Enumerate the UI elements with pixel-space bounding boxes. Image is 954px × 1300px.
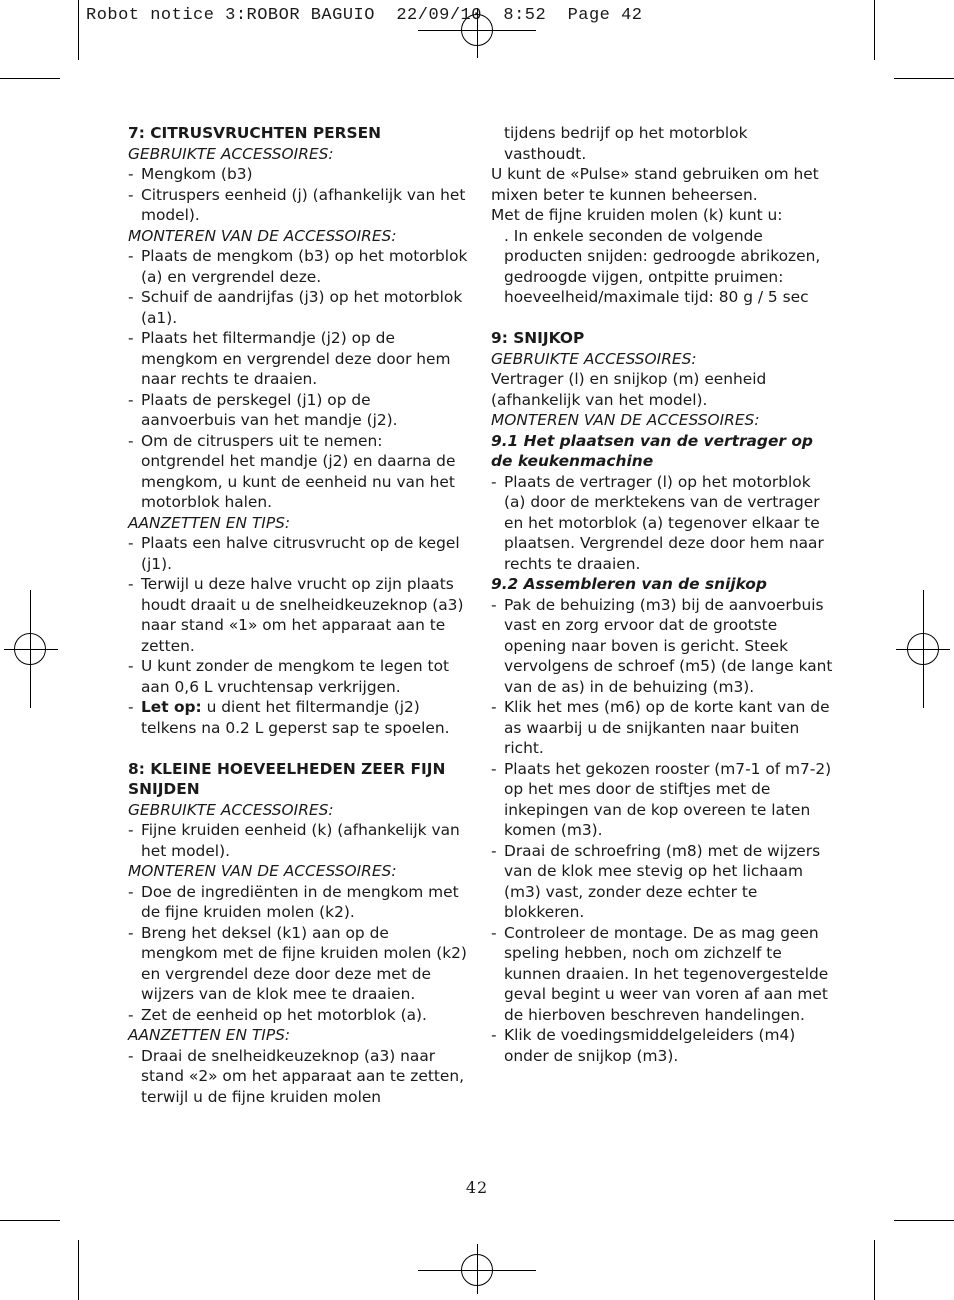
section-9-title: 9: SNIJKOP bbox=[491, 329, 585, 347]
crop-mark bbox=[78, 1240, 79, 1300]
list-item: - Draai de schroefring (m8) met de wijzers van de klok mee stevig op het lichaam (m3) vast, zonder deze echter te blokkeren. bbox=[491, 841, 821, 921]
subsection-9-2-title: 9.2 Assembleren van de snijkop bbox=[491, 575, 767, 593]
mill-quantity: hoeveelheid/maximale tijd: 80 g / 5 sec bbox=[504, 288, 809, 306]
crop-mark bbox=[0, 78, 60, 79]
list-item: - Controleer de montage. De as mag geen speling hebben, noch om zichzelf te kunnen draaien. In het tegenovergestelde geval begint u weer van voren af aan met de hierboven beschreven handelingen. bbox=[491, 923, 829, 1024]
list-item: - Plaats een halve citrusvrucht op de kegel (j1). bbox=[128, 534, 460, 573]
section-9-used-text: Vertrager (l) en snijkop (m) eenheid (afhankelijk van het model). bbox=[491, 370, 767, 409]
list-item: - U kunt zonder de mengkom te legen tot aan 0,6 L vruchtensap verkrijgen. bbox=[128, 657, 450, 696]
list-item: - Doe de ingrediënten in de mengkom met de fijne kruiden molen (k2). bbox=[128, 882, 459, 921]
page-number: 42 bbox=[465, 1178, 489, 1197]
section-8-mount-heading: MONTEREN VAN DE ACCESSOIRES: bbox=[128, 862, 397, 880]
left-column bbox=[128, 123, 468, 1107]
list-item: - Klik het mes (m6) op de korte kant van de as waarbij u de snijkanten naar buiten richt. bbox=[491, 698, 830, 757]
right-column bbox=[491, 123, 833, 1066]
pulse-text: U kunt de «Pulse» stand gebruiken om het mixen beter te kunnen beheersen. bbox=[491, 165, 819, 204]
list-item: - Plaats de mengkom (b3) op het motorblok (a) en vergrendel deze. bbox=[128, 247, 468, 286]
section-7-tips-heading: AANZETTEN EN TIPS: bbox=[128, 513, 291, 532]
note-item: - Let op: u dient het filtermandje (j2) telkens na 0.2 L geperst sap te spoelen. bbox=[128, 698, 450, 737]
crop-mark bbox=[894, 1220, 954, 1221]
section-9-used-heading: GEBRUIKTE ACCESSOIRES: bbox=[491, 349, 697, 368]
note-label: Let op: bbox=[141, 698, 202, 716]
crop-mark bbox=[874, 0, 875, 60]
list-item: - Fijne kruiden eenheid (k) (afhankelijk van het model). bbox=[128, 821, 460, 860]
subsection-9-1-title: 9.1 Het plaatsen van de vertrager op de keukenmachine bbox=[491, 431, 813, 470]
list-item: - Om de citruspers uit te nemen: ontgrendel het mandje (j2) en daarna de mengkom, u kunt de eenheid nu van het motorblok halen. bbox=[128, 431, 456, 511]
section-7-used-heading: GEBRUIKTE ACCESSOIRES: bbox=[128, 144, 334, 163]
list-item: - Pak de behuizing (m3) bij de aanvoerbuis vast en zorg ervoor dat de grootste opening naar boven is gericht. Steek vervolgens de schroef (m5) (de lange kant van de as) in de behuizing (m3). bbox=[491, 595, 833, 696]
list-item: - Plaats de vertrager (l) op het motorblok (a) door de merktekens van de vertrager en het motorblok (a) tegenover elkaar te plaatsen. Vergrendel deze door hem naar rechts te draaien. bbox=[491, 472, 824, 573]
continued-text: tijdens bedrijf op het motorblok vasthoudt. bbox=[504, 124, 748, 163]
section-9-mount-heading: MONTEREN VAN DE ACCESSOIRES: bbox=[491, 411, 760, 429]
list-item: - Klik de voedingsmiddelgeleiders (m4) onder de snijkop (m3). bbox=[491, 1026, 796, 1065]
crop-mark bbox=[874, 1240, 875, 1300]
section-8-used-heading: GEBRUIKTE ACCESSOIRES: bbox=[128, 800, 334, 819]
list-item: - Plaats het gekozen rooster (m7-1 of m7-2) op het mes door de stiftjes met de inkepingen van de kop overeen te laten komen (m3). bbox=[491, 759, 832, 839]
list-item: - Schuif de aandrijfas (j3) op het motorblok (a1). bbox=[128, 288, 463, 327]
list-item: - Breng het deksel (k1) aan op de mengkom met de fijne kruiden molen (k2) en vergrendel deze door deze met de wijzers van de klok mee te draaien. bbox=[128, 923, 467, 1003]
section-7-mount-heading: MONTEREN VAN DE ACCESSOIRES: bbox=[128, 226, 397, 245]
crop-mark bbox=[78, 0, 79, 60]
section-7-title: 7: CITRUSVRUCHTEN PERSEN bbox=[128, 124, 381, 142]
section-8-tips-heading: AANZETTEN EN TIPS: bbox=[128, 1026, 291, 1044]
list-item: - Plaats het filtermandje (j2) op de mengkom en vergrendel deze door hem naar rechts te draaien. bbox=[128, 329, 451, 388]
mill-detail: . In enkele seconden de volgende producten snijden: gedroogde abrikozen, gedroogde vijgen, ontpitte pruimen: bbox=[504, 226, 821, 286]
crop-mark bbox=[894, 78, 954, 79]
print-slug-header: Robot notice 3:ROBOR BAGUIO 22/09/10 8:52 Page 42 bbox=[86, 6, 643, 25]
list-item: - Mengkom (b3) bbox=[128, 165, 253, 183]
section-8-title: 8: KLEINE HOEVEELHEDEN ZEER FIJN SNIJDEN bbox=[128, 759, 446, 798]
crop-mark bbox=[0, 1220, 60, 1221]
mill-text: Met de fijne kruiden molen (k) kunt u: bbox=[491, 206, 783, 224]
list-item: - Draai de snelheidkeuzeknop (a3) naar stand «2» om het apparaat aan te zetten, terwijl u de fijne kruiden molen bbox=[128, 1046, 465, 1106]
list-item: - Plaats de perskegel (j1) op de aanvoerbuis van het mandje (j2). bbox=[128, 390, 398, 429]
list-item: - Zet de eenheid op het motorblok (a). bbox=[128, 1005, 427, 1024]
list-item: - Citruspers eenheid (j) (afhankelijk van het model). bbox=[128, 185, 466, 224]
list-item: - Terwijl u deze halve vrucht op zijn plaats houdt draait u de snelheidkeuzeknop (a3) naar stand «1» om het apparaat aan te zetten. bbox=[128, 575, 464, 655]
